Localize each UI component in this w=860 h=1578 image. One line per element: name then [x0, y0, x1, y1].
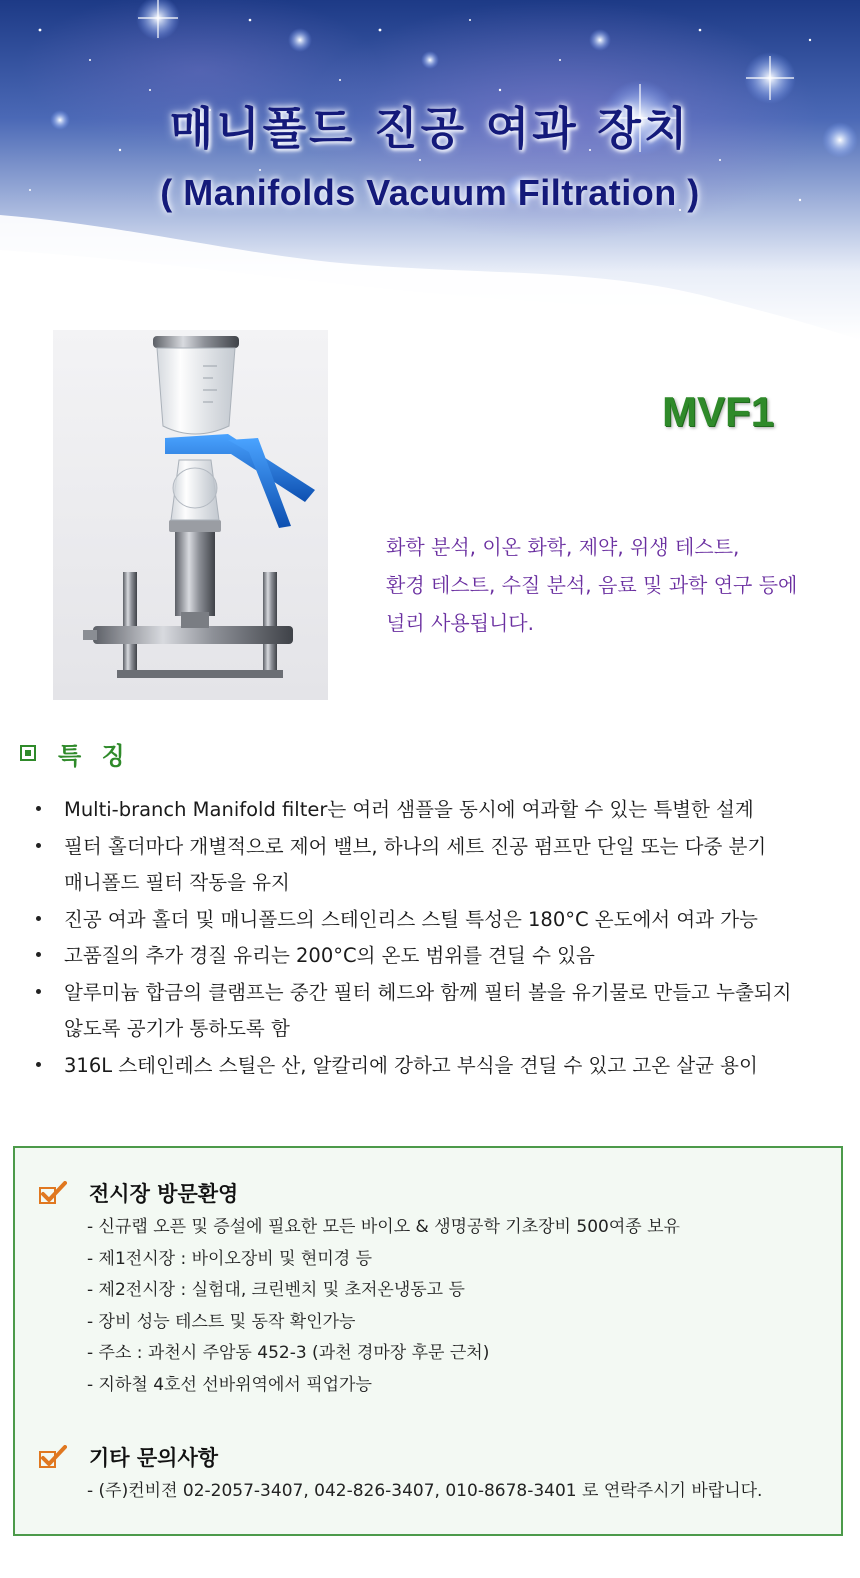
starry-sky-background — [0, 0, 860, 340]
applications-line: 환경 테스트, 수질 분석, 음료 및 과학 연구 등에 — [386, 573, 798, 597]
list-item — [36, 938, 836, 975]
bullet-dot-icon — [36, 843, 41, 848]
features-list — [36, 792, 836, 1084]
feature-text: 필터 홀더마다 개별적으로 제어 밸브, 하나의 세트 진공 펌프만 단일 또는 다중 분기 — [64, 834, 767, 858]
list-item — [36, 792, 836, 829]
feature-text: 316L 스테인레스 스틸은 산, 알칼리에 강하고 부식을 견딜 수 있고 고온 살균 용이 — [64, 1053, 758, 1077]
feature-text: 매니폴드 필터 작동을 유지 — [64, 871, 290, 894]
applications-text — [386, 528, 846, 642]
list-item — [36, 975, 836, 1048]
feature-text: 알루미늄 합금의 클램프는 중간 필터 헤드와 함께 필터 볼을 유기물로 만들고 누출되지 — [64, 980, 792, 1004]
product-image — [53, 330, 328, 700]
contact-line: - (주)컨비젼 02-2057-3407, 042-826-3407, 010-8678-3401 로 연락주시기 바랍니다. — [87, 1481, 763, 1501]
checkmark-icon — [39, 1181, 67, 1205]
list-item — [36, 829, 836, 902]
applications-line: 널리 사용됩니다. — [386, 611, 534, 635]
page-title: 매니폴드 진공 여과 장치 — [169, 102, 691, 155]
showroom-line: - 제2전시장 : 실험대, 크린벤치 및 초저온냉동고 등 — [87, 1280, 465, 1300]
bullet-dot-icon — [36, 916, 41, 921]
applications-line: 화학 분석, 이온 화학, 제약, 위생 테스트, — [386, 535, 740, 559]
bullet-dot-icon — [36, 1062, 41, 1067]
feature-text: 진공 여과 홀더 및 매니폴드의 스테인리스 스틸 특성은 180°C 온도에서 여과 가능 — [64, 907, 758, 931]
square-bullet-icon — [20, 745, 36, 761]
showroom-title: 전시장 방문환영 — [89, 1182, 239, 1206]
checkmark-icon — [39, 1445, 67, 1469]
model-number: MVF1 — [662, 388, 775, 435]
feature-text: Multi-branch Manifold filter는 여러 샘플을 동시에 여과할 수 있는 특별한 설계 — [64, 798, 754, 821]
info-box — [13, 1146, 843, 1536]
showroom-line: - 신규랩 오픈 및 증설에 필요한 모든 바이오 & 생명공학 기초장비 500여종 보유 — [87, 1217, 680, 1237]
contact-title: 기타 문의사항 — [89, 1446, 219, 1470]
feature-text: 고품질의 추가 경질 유리는 200°C의 온도 범위를 견딜 수 있음 — [64, 944, 595, 967]
showroom-line: - 지하철 4호선 선바위역에서 픽업가능 — [87, 1374, 372, 1395]
showroom-section — [39, 1176, 680, 1401]
features-heading — [20, 735, 131, 771]
list-item — [36, 902, 836, 939]
contact-section — [39, 1440, 762, 1508]
bullet-dot-icon — [36, 952, 41, 957]
showroom-line: - 제1전시장 : 바이오장비 및 현미경 등 — [87, 1248, 373, 1269]
feature-text: 않도록 공기가 통하도록 함 — [64, 1017, 290, 1040]
showroom-line: - 주소 : 과천시 주암동 452-3 (과천 경마장 후문 근처) — [87, 1343, 490, 1363]
features-heading-label: 특 징 — [58, 741, 131, 770]
vacuum-filtration-apparatus-illustration — [53, 330, 328, 700]
list-item — [36, 1048, 836, 1085]
showroom-line: - 장비 성능 테스트 및 동작 확인가능 — [87, 1311, 356, 1332]
page-subtitle: ( Manifolds Vacuum Filtration ) — [160, 172, 700, 213]
hero-banner — [0, 0, 860, 340]
bullet-dot-icon — [36, 989, 41, 994]
bullet-dot-icon — [36, 806, 41, 811]
